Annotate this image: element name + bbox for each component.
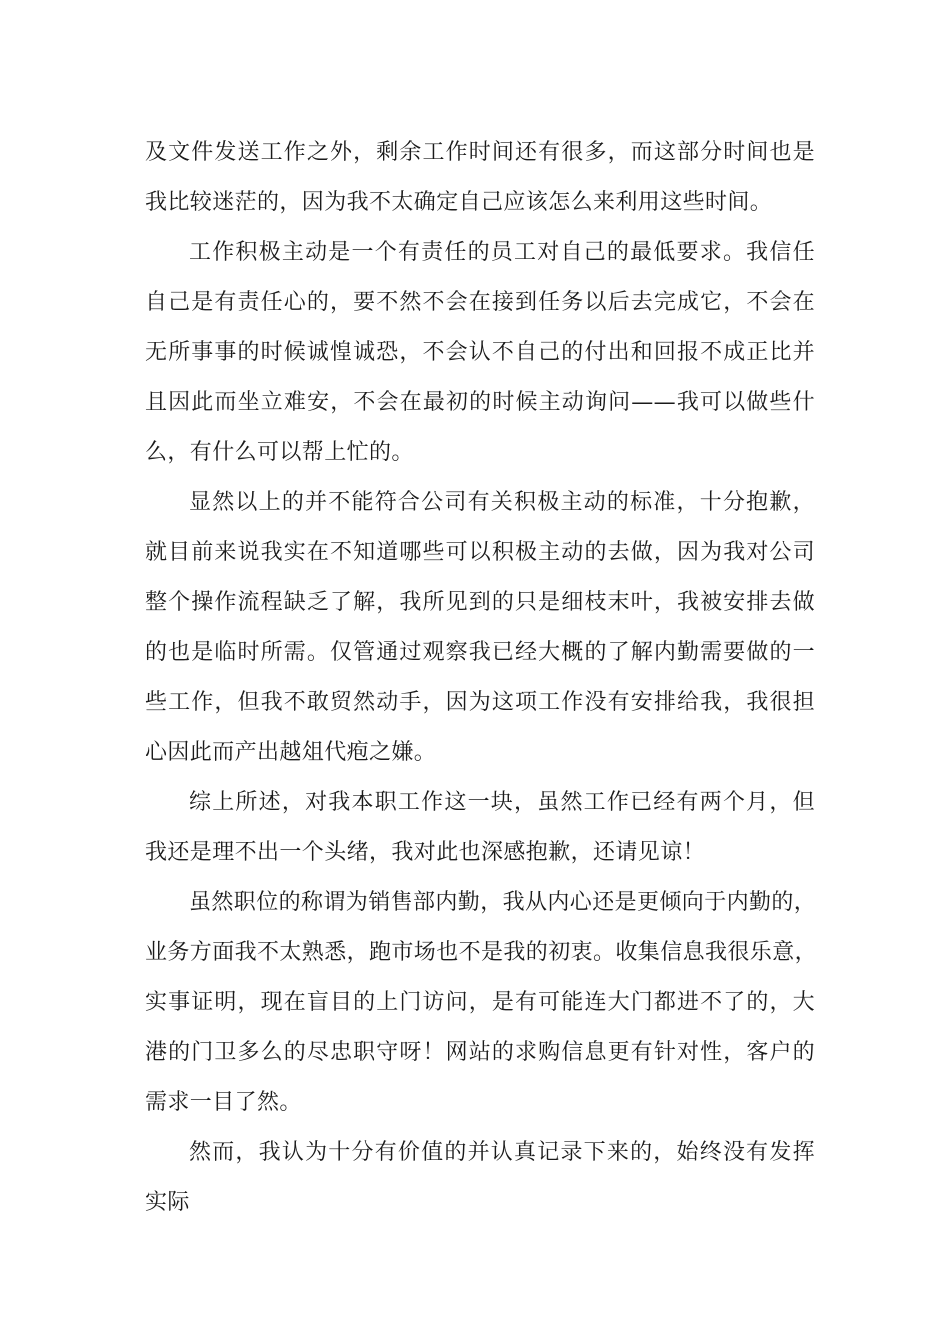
- paragraph-first-line: 显然以上的并不能符合公司有关积极主动的标准，十分抱歉，: [189, 490, 815, 515]
- text-line: 且因此而坐立难安，不会在最初的时候主动询问——我可以做些什: [145, 390, 815, 415]
- text-line: 么，有什么可以帮上忙的。: [145, 440, 414, 465]
- text-line: 的也是临时所需。仅管通过观察我已经大概的了解内勤需要做的一: [145, 640, 815, 665]
- text-line: 港的门卫多么的尽忠职守呀！网站的求购信息更有针对性，客户的: [145, 1040, 815, 1065]
- text-line: 业务方面我不太熟悉，跑市场也不是我的初衷。收集信息我很乐意，: [145, 940, 818, 965]
- text-line: 实事证明，现在盲目的上门访问，是有可能连大门都进不了的，大: [145, 990, 815, 1015]
- text-line: 就目前来说我实在不知道哪些可以积极主动的去做，因为我对公司: [145, 540, 815, 565]
- document-body: [145, 128, 818, 1228]
- text-line: 心因此而产出越俎代疱之嫌。: [145, 740, 437, 765]
- text-line: 实际: [145, 1190, 190, 1215]
- paragraph-first-line: 然而，我认为十分有价值的并认真记录下来的，始终没有发挥: [189, 1140, 815, 1165]
- paragraph-first-line: 工作积极主动是一个有责任的员工对自己的最低要求。我信任: [189, 240, 815, 265]
- text-line: 我还是理不出一个头绪，我对此也深感抱歉，还请见谅！: [145, 840, 706, 865]
- text-line: 及文件发送工作之外，剩余工作时间还有很多，而这部分时间也是: [145, 140, 815, 165]
- text-line: 无所事事的时候诚惶诚恐，不会认不自己的付出和回报不成正比并: [145, 340, 815, 365]
- text-line: 整个操作流程缺乏了解，我所见到的只是细枝末叶，我被安排去做: [145, 590, 815, 615]
- paragraph-first-line: 虽然职位的称谓为销售部内勤，我从内心还是更倾向于内勤的，: [189, 890, 817, 915]
- text-line: 自己是有责任心的，要不然不会在接到任务以后去完成它，不会在: [145, 290, 815, 315]
- text-line: 需求一目了然。: [145, 1090, 302, 1115]
- text-line: 些工作，但我不敢贸然动手，因为这项工作没有安排给我，我很担: [145, 690, 815, 715]
- text-line: 我比较迷茫的，因为我不太确定自己应该怎么来利用这些时间。: [145, 190, 773, 215]
- paragraph-first-line: 综上所述，对我本职工作这一块，虽然工作已经有两个月，但: [189, 790, 815, 815]
